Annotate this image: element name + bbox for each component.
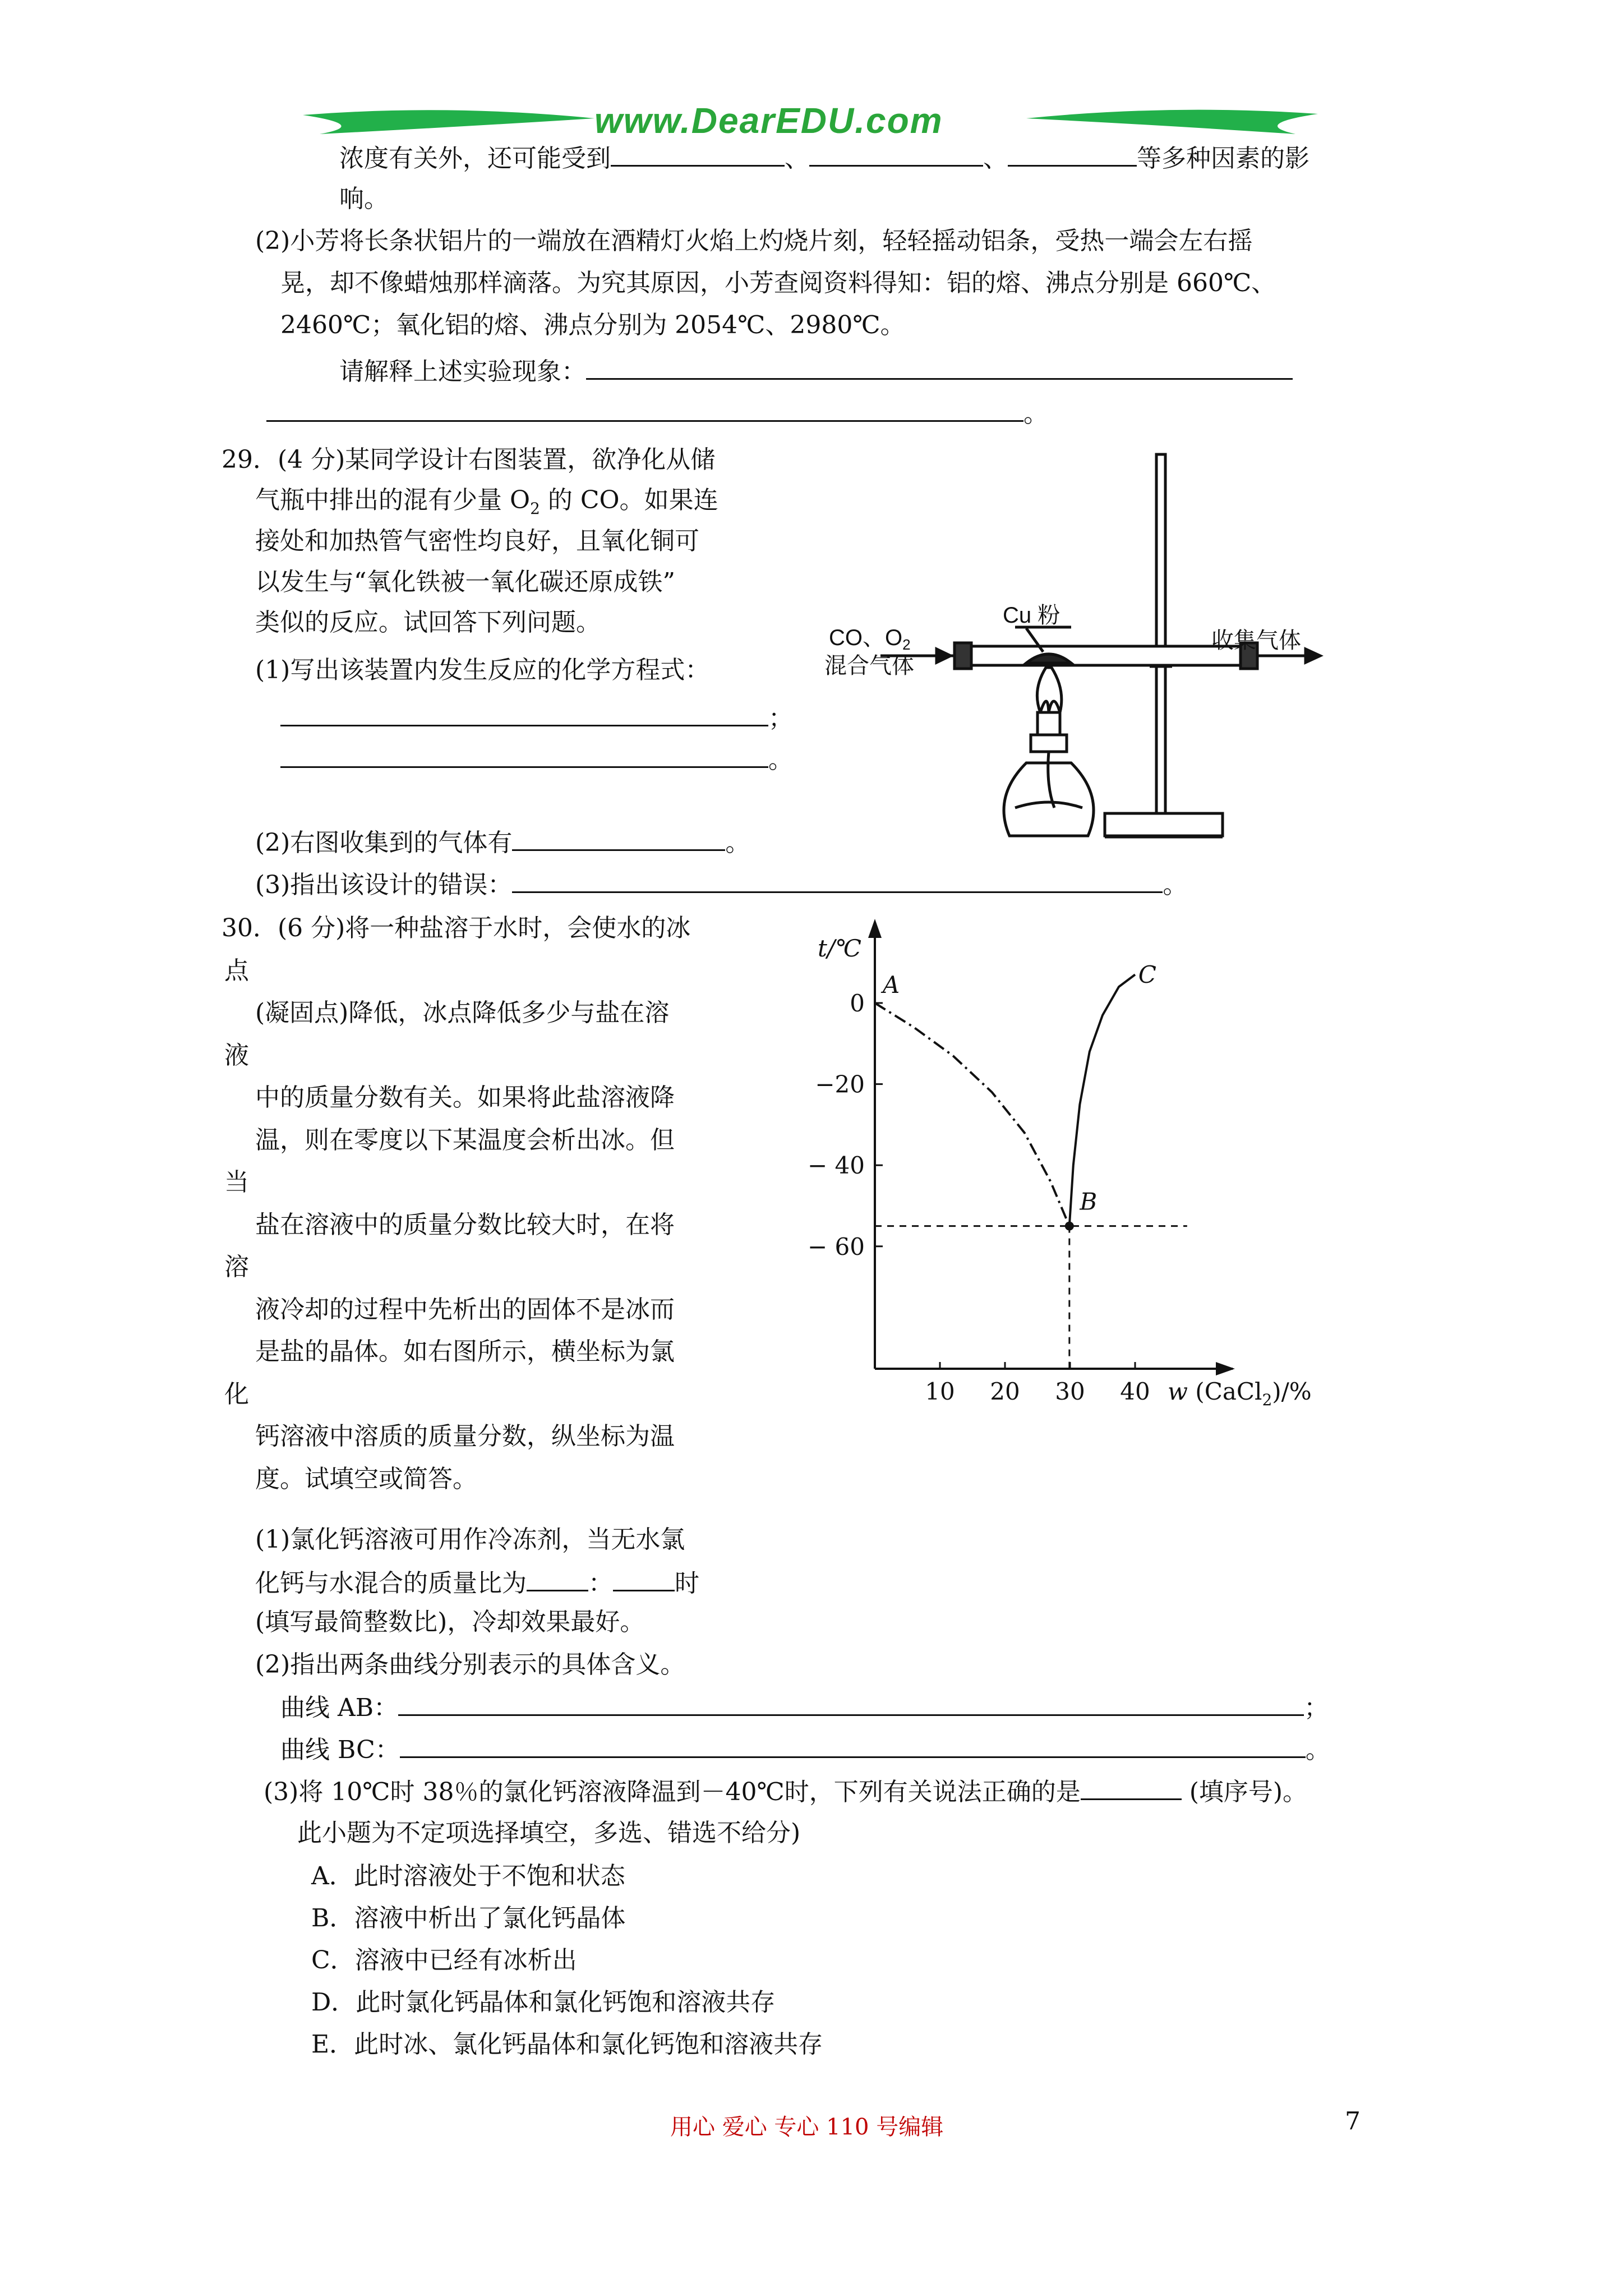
- stand-rod: [1156, 454, 1165, 813]
- outlet-label: 收集气体: [1211, 628, 1301, 654]
- q30-p1-a: (1)氯化钙溶液可用作冷冻剂，当无水氯: [255, 1525, 685, 1554]
- inlet-gas-label: CO、$O_2$: [829, 625, 911, 653]
- curve-ab: [875, 1003, 1069, 1226]
- q29-line4: 以发生与“氧化铁被一氧化碳还原成铁”: [255, 568, 675, 596]
- y-tick-label: − 60: [808, 1232, 865, 1260]
- q29-line5: 类似的反应。试回答下列问题。: [255, 608, 601, 637]
- stand-base: [1105, 813, 1223, 836]
- x-tick-label: 20: [990, 1378, 1020, 1405]
- q28-p2-line2: 晃，却不像蜡烛那样滴落。为究其原因，小芳查阅资料得知：铝的熔、沸点分别是 660℃、: [280, 269, 1276, 297]
- q30-intro-line: 点: [224, 956, 249, 985]
- y-tick-label: −20: [815, 1070, 865, 1098]
- x-tick-label: 40: [1120, 1378, 1150, 1405]
- q30-option: D．此时氯化钙晶体和氯化钙饱和溶液共存: [311, 1988, 776, 2017]
- q30-intro-line: 液: [224, 1041, 249, 1070]
- q28-p2-line1: (2)小芳将长条状铝片的一端放在酒精灯火焰上灼烧片刻，轻轻摇动铝条，受热一端会左右摇: [255, 227, 1253, 255]
- header-brand[interactable]: www.DearEDU.com: [594, 100, 943, 141]
- q28-line1-pre: 浓度有关外，还可能受到: [339, 144, 611, 173]
- y-tick-label: 0: [850, 990, 865, 1017]
- heating-tube: [965, 646, 1245, 665]
- y-axis-label: t/℃: [818, 935, 862, 962]
- q29-end3: 。: [1163, 871, 1188, 899]
- left-stopper: [955, 643, 971, 669]
- q30-intro-line: 是盐的晶体。如右图所示，横坐标为氯: [255, 1337, 675, 1366]
- q30-bc-end: 。: [1305, 1736, 1330, 1764]
- x-tick-label: 30: [1055, 1378, 1085, 1405]
- q29-p3-label: (3)指出该设计的错误：: [255, 871, 513, 899]
- q30-intro-line: 液冷却的过程中先析出的固体不是冰而: [255, 1295, 675, 1324]
- q30-ratio-blank-1[interactable]: [527, 1565, 588, 1591]
- q30-intro-line: (凝固点)降低，冰点降低多少与盐在溶: [255, 999, 670, 1027]
- q28-end: 。: [1023, 399, 1048, 428]
- point-b-dot: [1065, 1222, 1074, 1231]
- q30-intro-line: 中的质量分数有关。如果将此盐溶液降: [255, 1083, 675, 1112]
- q28-p2-line3: 2460℃；氧化铝的熔、沸点分别为 2054℃、2980℃。: [280, 311, 905, 339]
- q30-ratio-blank-2[interactable]: [613, 1565, 675, 1591]
- q29-end2: 。: [725, 829, 750, 857]
- q29-p1-line-a: [280, 700, 793, 735]
- point-label-c: C: [1138, 960, 1156, 988]
- q30-option: B．溶液中析出了氯化钙晶体: [311, 1904, 626, 1932]
- y-axis-arrow: [868, 919, 882, 938]
- q29-p1: (1)写出该装置内发生反应的化学方程式：: [255, 656, 710, 684]
- q28-explain-blank-2[interactable]: [266, 395, 1023, 422]
- flame: [1037, 668, 1061, 712]
- y-tick-label: − 40: [808, 1152, 865, 1180]
- q30-ab-end: ；: [1304, 1694, 1329, 1722]
- q29-l2-sub: 2: [530, 499, 540, 518]
- q30-p1-b-post: 时: [675, 1569, 699, 1598]
- q30-p3-blank[interactable]: [1081, 1774, 1182, 1800]
- q30-option: C．溶液中已经有冰析出: [311, 1946, 577, 1975]
- q30-p3: [264, 1774, 1307, 1809]
- q30-ab-blank[interactable]: [398, 1690, 1304, 1716]
- q30-bc-label: 曲线 BC：: [280, 1736, 400, 1764]
- q30-intro-line: 化: [224, 1379, 249, 1409]
- q30-option: A．此时溶液处于不饱和状态: [311, 1862, 625, 1890]
- q30-bc-blank[interactable]: [400, 1732, 1306, 1758]
- q28-blank-1[interactable]: [611, 140, 785, 167]
- q29-l2-post: 的 CO。如果连: [540, 486, 718, 514]
- curve-bc: [1069, 974, 1135, 1226]
- q29-p2-label: (2)右图收集到的气体有: [255, 829, 513, 857]
- x-tick-label: 10: [925, 1378, 955, 1405]
- page-number: 7: [1345, 2107, 1361, 2136]
- point-label-a: A: [882, 970, 900, 999]
- q30-intro-line: 溶: [224, 1253, 249, 1281]
- q28-blank-2[interactable]: [809, 140, 983, 167]
- cacl2-chart: [808, 909, 1346, 1414]
- q29-eq-blank-2[interactable]: [280, 742, 768, 768]
- q30-p2: (2)指出两条曲线分别表示的具体含义。: [255, 1650, 685, 1679]
- q30-p1-b-pre: 化钙与水混合的质量比为: [255, 1569, 527, 1598]
- cu-label: Cu 粉: [1003, 603, 1061, 628]
- q30-intro-line: 度。试填空或简答。: [255, 1464, 477, 1493]
- q28-sep1: 、: [785, 144, 809, 173]
- q30-bc: [280, 1732, 1330, 1767]
- x-axis-arrow: [1216, 1362, 1235, 1375]
- q28-blank-3[interactable]: [1008, 140, 1137, 167]
- footer-center: 用心 爱心 专心 110 号编辑: [670, 2114, 944, 2140]
- q29-gas-blank[interactable]: [512, 825, 725, 851]
- q29-line3: 接处和加热管气密性均良好，且氧化铜可: [255, 527, 699, 555]
- q28-explain-blank[interactable]: [586, 353, 1293, 380]
- q30-intro-line: 30．(6 分)将一种盐溶于水时，会使水的冰: [222, 914, 691, 942]
- q29-semi: ；: [768, 704, 793, 733]
- q28-explain: [339, 353, 1293, 389]
- q28-line1: [339, 140, 1310, 176]
- q30-option: E．此时冰、氯化钙晶体和氯化钙饱和溶液共存: [311, 2030, 823, 2059]
- q29-p3: [255, 867, 1187, 902]
- apparatus-figure: [824, 449, 1352, 853]
- header-swoosh-left: [303, 104, 594, 143]
- q29-l2-pre: 气瓶中排出的混有少量 O: [255, 486, 531, 514]
- q28-sep2: 、: [983, 144, 1008, 173]
- inlet-gas-label-2: 混合气体: [824, 653, 914, 679]
- q30-intro-line: 钙溶液中溶质的质量分数，纵坐标为温: [255, 1422, 675, 1451]
- q30-intro-line: 盐在溶液中的质量分数比较大时，在将: [255, 1210, 675, 1239]
- q29-line2: [255, 484, 718, 526]
- q30-p3-note: 此小题为不定项选择填空，多选、错选不给分): [297, 1819, 801, 1847]
- q30-p1-c: (填写最简整数比)，冷却效果最好。: [255, 1608, 645, 1636]
- q28-explain-label: 请解释上述实验现象：: [339, 357, 586, 386]
- q29-eq-blank-1[interactable]: [280, 700, 768, 726]
- q30-ab-label: 曲线 AB：: [280, 1694, 399, 1722]
- q30-ab: [280, 1690, 1329, 1725]
- q29-end1: 。: [768, 746, 793, 774]
- x-axis-label: w (CaCl$_2$)/%: [1168, 1378, 1312, 1409]
- q29-p1-line-b: [280, 742, 793, 777]
- q30-intro-line: 温，则在零度以下某温度会析出冰。但: [255, 1125, 675, 1154]
- q29-error-blank[interactable]: [512, 867, 1163, 893]
- q30-p3-pre: (3)将 10℃时 38％的氯化钙溶液降温到－40℃时，下列有关说法正确的是: [264, 1778, 1081, 1806]
- q30-colon: ：: [588, 1569, 613, 1598]
- q30-p3-post: (填序号)。: [1181, 1778, 1308, 1806]
- q30-intro-line: 当: [224, 1168, 249, 1197]
- q29-p2: [255, 825, 750, 860]
- q28-line2: 响。: [339, 185, 389, 213]
- point-label-b: B: [1080, 1188, 1098, 1216]
- header-swoosh-right: [1026, 104, 1318, 143]
- q30-p1-b: [255, 1565, 699, 1600]
- q29-line1: 29．(4 分)某同学设计右图装置，欲净化从储: [222, 445, 716, 474]
- q28-explain-line2: [266, 395, 1048, 431]
- q28-line1-post: 等多种因素的影: [1137, 144, 1310, 173]
